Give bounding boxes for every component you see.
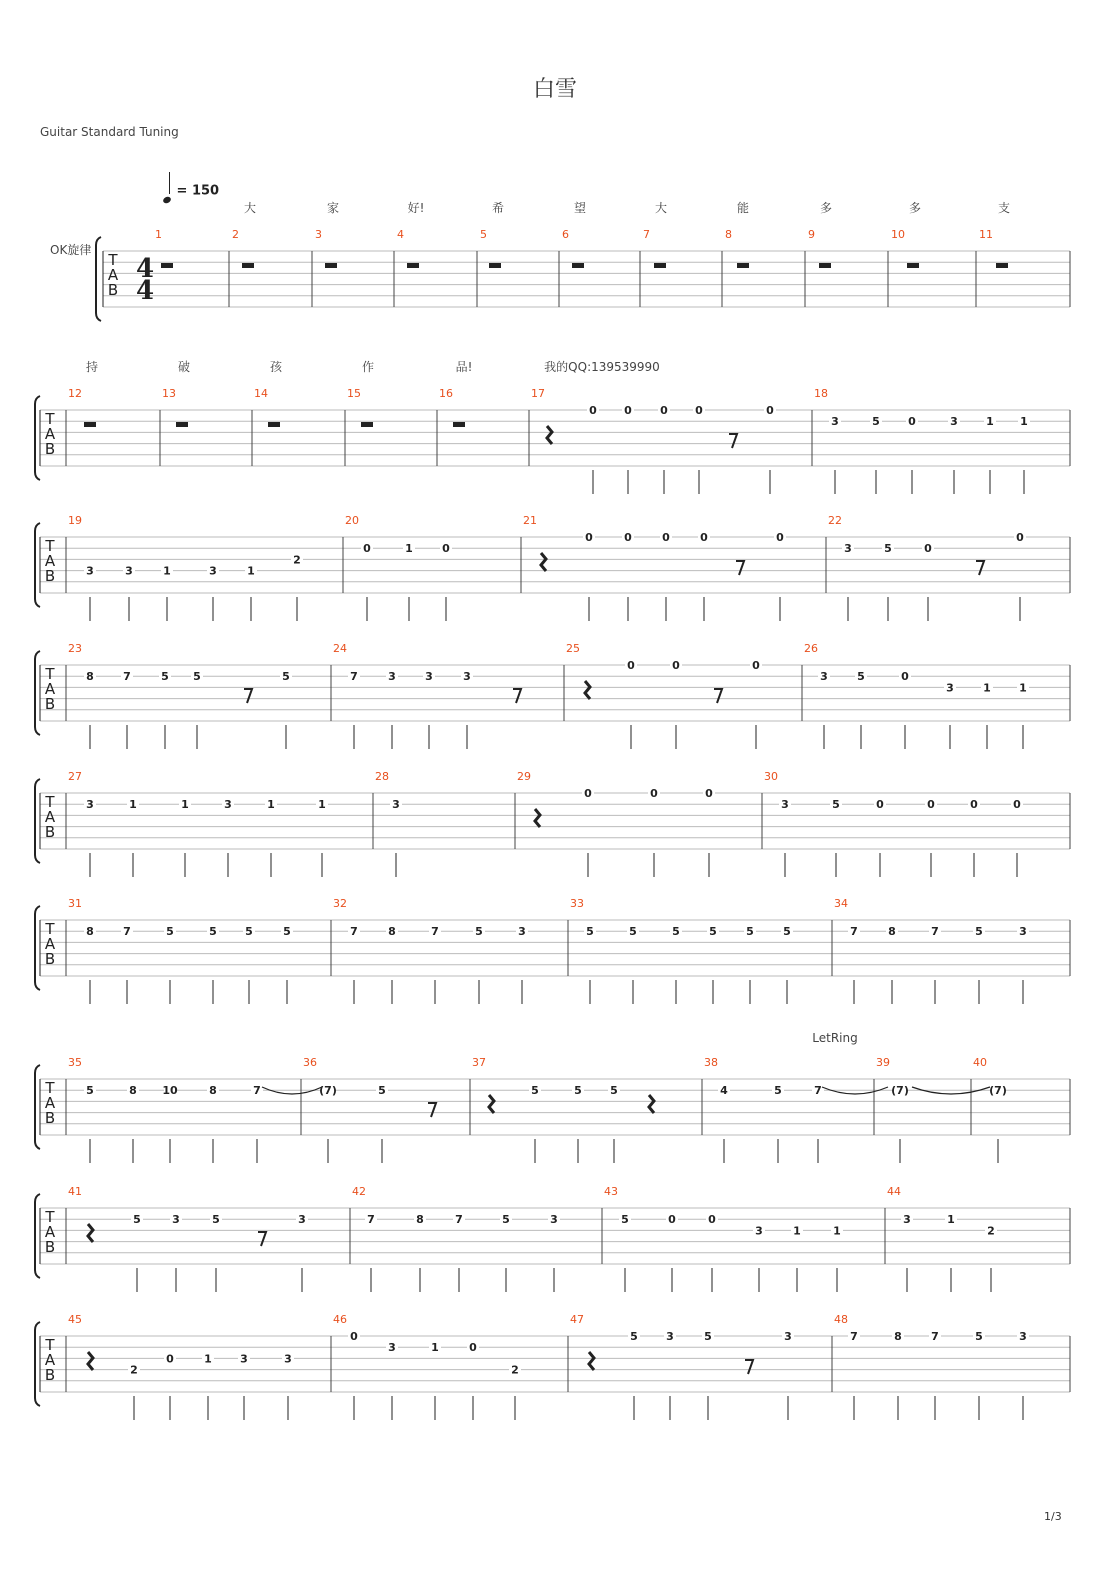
fret-number: 1 — [247, 564, 255, 578]
fret-number: 0 — [924, 542, 932, 556]
fret-number: 5 — [774, 1084, 782, 1098]
system-bracket — [96, 237, 101, 321]
measure-number: 38 — [704, 1056, 718, 1069]
measure-number: 26 — [804, 642, 818, 655]
whole-rest-icon — [572, 263, 584, 268]
tab-clef-letter: T — [45, 1336, 55, 1354]
fret-number: 3 — [392, 798, 400, 812]
fret-number: 5 — [574, 1084, 582, 1098]
fret-number: 3 — [666, 1330, 674, 1343]
quarter-rest-icon — [547, 426, 552, 444]
fret-number: 3 — [903, 1213, 911, 1227]
fret-number: 1 — [163, 564, 171, 578]
fret-number: 3 — [86, 798, 94, 812]
fret-number: 3 — [388, 1341, 396, 1355]
measure-number: 12 — [68, 387, 82, 400]
fret-number: 3 — [284, 1352, 292, 1366]
fret-number: 8 — [416, 1213, 424, 1227]
tempo-value: = 150 — [176, 183, 220, 199]
fret-number: 0 — [650, 787, 658, 800]
fret-number: 5 — [133, 1213, 141, 1227]
fret-number: 0 — [442, 542, 450, 556]
fret-number: 8 — [388, 925, 396, 939]
fret-number: 0 — [927, 798, 935, 812]
fret-number: 5 — [212, 1213, 220, 1227]
quarter-rest-icon — [88, 1224, 93, 1242]
tab-clef-letter: A — [107, 266, 119, 284]
fret-number: 5 — [531, 1084, 539, 1098]
fret-number: 0 — [1013, 798, 1021, 812]
fret-number: 3 — [224, 798, 232, 812]
fret-number: 7 — [931, 1330, 939, 1343]
tab-clef-letter: A — [44, 1351, 56, 1369]
eighth-rest-icon — [258, 1232, 266, 1246]
fret-number: 0 — [776, 531, 784, 544]
tab-clef-letter: B — [44, 695, 56, 713]
quarter-rest-icon — [585, 681, 590, 699]
quarter-rest-icon — [489, 1095, 494, 1113]
whole-rest-icon — [907, 263, 919, 268]
tab-clef-letter: A — [44, 1223, 56, 1241]
fret-number: 1 — [318, 798, 326, 812]
fret-number: 8 — [888, 925, 896, 939]
tab-clef-letter: T — [45, 410, 55, 428]
fret-number: 3 — [240, 1352, 248, 1366]
fret-number: 3 — [755, 1224, 763, 1238]
system-bracket — [35, 1322, 40, 1406]
fret-number: 2 — [511, 1363, 519, 1377]
measure-number: 37 — [472, 1056, 486, 1069]
measure-number: 22 — [828, 514, 842, 527]
measure-number: 15 — [347, 387, 361, 400]
measure-number: 45 — [68, 1313, 82, 1326]
fret-number: 0 — [350, 1330, 358, 1343]
measure-number: 20 — [345, 514, 359, 527]
fret-number: 0 — [700, 531, 708, 544]
lyric-syllable: 我的QQ:139539990 — [544, 360, 660, 374]
fret-number: 5 — [872, 415, 880, 429]
tab-clef-letter: B — [44, 1238, 56, 1256]
tab-clef-letter: B — [44, 1109, 56, 1127]
fret-number: 3 — [946, 681, 954, 695]
measure-number: 4 — [397, 228, 404, 241]
lyric-syllable: 多 — [908, 201, 922, 215]
lyric-syllable: 能 — [736, 201, 750, 215]
measure-number: 18 — [814, 387, 828, 400]
tab-clef-letter: A — [44, 1094, 56, 1112]
fret-number: 0 — [901, 670, 909, 684]
lyric-syllable: 家 — [326, 201, 340, 215]
fret-number: 4 — [720, 1084, 728, 1098]
fret-number: (7) — [319, 1084, 337, 1098]
system-bracket — [35, 651, 40, 735]
fret-number: 1 — [947, 1213, 955, 1227]
measure-number: 29 — [517, 770, 531, 783]
fret-number: 5 — [282, 670, 290, 684]
fret-number: 2 — [130, 1363, 138, 1377]
fret-number: 5 — [832, 798, 840, 812]
whole-rest-icon — [654, 263, 666, 268]
fret-number: 8 — [894, 1330, 902, 1343]
eighth-rest-icon — [714, 689, 722, 703]
time-signature-bottom: 4 — [135, 276, 155, 306]
fret-number: 0 — [624, 531, 632, 544]
measure-number: 11 — [979, 228, 993, 241]
measure-number: 1 — [155, 228, 162, 241]
fret-number: 3 — [425, 670, 433, 684]
fret-number: 0 — [662, 531, 670, 544]
measure-number: 48 — [834, 1313, 848, 1326]
measure-number: 16 — [439, 387, 453, 400]
system-bracket — [35, 906, 40, 990]
measure-number: 24 — [333, 642, 347, 655]
fret-number: 3 — [550, 1213, 558, 1227]
fret-number: 7 — [455, 1213, 463, 1227]
fret-number: 7 — [431, 925, 439, 939]
whole-rest-icon — [161, 263, 173, 268]
tab-clef-letter: B — [107, 281, 119, 299]
fret-number: 5 — [857, 670, 865, 684]
fret-number: 0 — [970, 798, 978, 812]
tab-clef-letter: T — [45, 665, 55, 683]
fret-number: 0 — [166, 1352, 174, 1366]
song-title: 白雪 — [532, 77, 577, 102]
fret-number: 1 — [833, 1224, 841, 1238]
whole-rest-icon — [176, 422, 188, 427]
tab-clef-letter: B — [44, 440, 56, 458]
measure-number: 6 — [562, 228, 569, 241]
fret-number: 1 — [431, 1341, 439, 1355]
whole-rest-icon — [489, 263, 501, 268]
measure-number: 46 — [333, 1313, 347, 1326]
fret-number: 3 — [298, 1213, 306, 1227]
system-bracket — [35, 1194, 40, 1278]
fret-number: 0 — [469, 1341, 477, 1355]
fret-number: 7 — [367, 1213, 375, 1227]
quarter-rest-icon — [88, 1352, 93, 1370]
quarter-rest-icon — [649, 1095, 654, 1113]
fret-number: 0 — [752, 659, 760, 672]
tab-clef-letter: B — [44, 823, 56, 841]
lyric-syllable: 大 — [243, 201, 257, 215]
fret-number: 7 — [123, 670, 131, 684]
fret-number: 0 — [695, 404, 703, 417]
measure-number: 28 — [375, 770, 389, 783]
tab-clef-letter: A — [44, 808, 56, 826]
fret-number: 0 — [705, 787, 713, 800]
fret-number: 3 — [831, 415, 839, 429]
fret-number: 5 — [975, 1330, 983, 1343]
fret-number: 3 — [844, 542, 852, 556]
eighth-rest-icon — [736, 561, 744, 575]
lyric-syllable: 品! — [455, 360, 473, 374]
tab-clef-letter: T — [45, 793, 55, 811]
fret-number: 5 — [502, 1213, 510, 1227]
tab-clef-letter: T — [45, 537, 55, 555]
measure-number: 27 — [68, 770, 82, 783]
whole-rest-icon — [84, 422, 96, 427]
fret-number: 3 — [86, 564, 94, 578]
lyric-syllable: 好! — [407, 201, 425, 215]
fret-number: 5 — [86, 1084, 94, 1098]
fret-number: 5 — [378, 1084, 386, 1098]
tuning-label: Guitar Standard Tuning — [40, 125, 179, 139]
measure-number: 35 — [68, 1056, 82, 1069]
measure-number: 2 — [232, 228, 239, 241]
fret-number: 0 — [589, 404, 597, 417]
fret-number: 5 — [621, 1213, 629, 1227]
fret-number: 3 — [388, 670, 396, 684]
measure-number: 36 — [303, 1056, 317, 1069]
whole-rest-icon — [819, 263, 831, 268]
fret-number: 0 — [584, 787, 592, 800]
eighth-rest-icon — [729, 434, 737, 448]
lyric-syllable: 孩 — [269, 360, 283, 374]
eighth-rest-icon — [745, 1360, 753, 1374]
fret-number: 0 — [627, 659, 635, 672]
measure-number: 3 — [315, 228, 322, 241]
whole-rest-icon — [361, 422, 373, 427]
tab-clef-letter: T — [45, 1079, 55, 1097]
fret-number: 1 — [1019, 681, 1027, 695]
fret-number: 5 — [672, 925, 680, 939]
quarter-rest-icon — [535, 809, 540, 827]
measure-number: 32 — [333, 897, 347, 910]
fret-number: 5 — [166, 925, 174, 939]
measure-number: 5 — [480, 228, 487, 241]
fret-number: 7 — [850, 925, 858, 939]
fret-number: 5 — [975, 925, 983, 939]
fret-number: 3 — [1019, 925, 1027, 939]
measure-number: 8 — [725, 228, 732, 241]
let-ring-annotation: LetRing — [812, 1031, 858, 1045]
eighth-rest-icon — [244, 689, 252, 703]
fret-number: 7 — [350, 925, 358, 939]
fret-number: 5 — [746, 925, 754, 939]
fret-number: 0 — [908, 415, 916, 429]
fret-number: 0 — [668, 1213, 676, 1227]
fret-number: 3 — [209, 564, 217, 578]
fret-number: 8 — [86, 925, 94, 939]
fret-number: 1 — [405, 542, 413, 556]
system-bracket — [35, 396, 40, 480]
fret-number: 5 — [630, 1330, 638, 1343]
lyric-syllable: 希 — [491, 201, 505, 215]
fret-number: 1 — [983, 681, 991, 695]
fret-number: 2 — [293, 553, 301, 567]
measure-number: 43 — [604, 1185, 618, 1198]
fret-number: 7 — [123, 925, 131, 939]
fret-number: 0 — [363, 542, 371, 556]
fret-number: 7 — [850, 1330, 858, 1343]
fret-number: 3 — [463, 670, 471, 684]
fret-number: 5 — [704, 1330, 712, 1343]
measure-number: 33 — [570, 897, 584, 910]
whole-rest-icon — [453, 422, 465, 427]
eighth-rest-icon — [428, 1103, 436, 1117]
fret-number: 7 — [253, 1084, 261, 1098]
tab-clef-letter: T — [108, 251, 118, 269]
measure-number: 40 — [973, 1056, 987, 1069]
tab-clef-letter: T — [45, 920, 55, 938]
quarter-rest-icon — [589, 1352, 594, 1370]
fret-number: 0 — [1016, 531, 1024, 544]
fret-number: 5 — [193, 670, 201, 684]
whole-rest-icon — [737, 263, 749, 268]
fret-number: 1 — [986, 415, 994, 429]
system-bracket — [35, 1065, 40, 1149]
fret-number: 0 — [876, 798, 884, 812]
fret-number: 3 — [518, 925, 526, 939]
measure-number: 9 — [808, 228, 815, 241]
fret-number: 1 — [204, 1352, 212, 1366]
lyric-syllable: 多 — [819, 201, 833, 215]
fret-number: 0 — [660, 404, 668, 417]
fret-number: 1 — [129, 798, 137, 812]
lyric-syllable: 持 — [85, 360, 99, 374]
fret-number: 8 — [129, 1084, 137, 1098]
measure-number: 7 — [643, 228, 650, 241]
measure-number: 34 — [834, 897, 848, 910]
measure-number: 23 — [68, 642, 82, 655]
page-number: 1/3 — [1044, 1510, 1062, 1523]
fret-number: (7) — [891, 1084, 909, 1098]
lyric-syllable: 破 — [177, 360, 191, 374]
eighth-rest-icon — [976, 561, 984, 575]
fret-number: (7) — [989, 1084, 1007, 1098]
measure-number: 25 — [566, 642, 580, 655]
measure-number: 14 — [254, 387, 268, 400]
fret-number: 5 — [283, 925, 291, 939]
fret-number: 0 — [766, 404, 774, 417]
tab-clef-letter: A — [44, 680, 56, 698]
whole-rest-icon — [325, 263, 337, 268]
measure-number: 47 — [570, 1313, 584, 1326]
fret-number: 3 — [125, 564, 133, 578]
fret-number: 3 — [1019, 1330, 1027, 1343]
measure-number: 17 — [531, 387, 545, 400]
whole-rest-icon — [242, 263, 254, 268]
tab-clef-letter: B — [44, 1366, 56, 1384]
fret-number: 7 — [350, 670, 358, 684]
fret-number: 1 — [793, 1224, 801, 1238]
lyric-syllable: 作 — [361, 360, 375, 374]
fret-number: 5 — [475, 925, 483, 939]
measure-number: 42 — [352, 1185, 366, 1198]
eighth-rest-icon — [513, 689, 521, 703]
fret-number: 0 — [624, 404, 632, 417]
fret-number: 5 — [161, 670, 169, 684]
measure-number: 30 — [764, 770, 778, 783]
measure-number: 44 — [887, 1185, 901, 1198]
tab-clef-letter: A — [44, 425, 56, 443]
fret-number: 0 — [585, 531, 593, 544]
fret-number: 5 — [629, 925, 637, 939]
lyric-syllable: 望 — [573, 201, 587, 215]
tab-clef-letter: A — [44, 935, 56, 953]
fret-number: 5 — [610, 1084, 618, 1098]
tab-clef-letter: T — [45, 1208, 55, 1226]
measure-number: 41 — [68, 1185, 82, 1198]
fret-number: 3 — [172, 1213, 180, 1227]
fret-number: 5 — [586, 925, 594, 939]
whole-rest-icon — [407, 263, 419, 268]
fret-number: 8 — [86, 670, 94, 684]
fret-number: 0 — [708, 1213, 716, 1227]
measure-number: 39 — [876, 1056, 890, 1069]
system-bracket — [35, 523, 40, 607]
fret-number: 7 — [931, 925, 939, 939]
tab-clef-letter: B — [44, 950, 56, 968]
fret-number: 1 — [181, 798, 189, 812]
lyric-syllable: 大 — [654, 201, 668, 215]
fret-number: 10 — [162, 1084, 178, 1098]
fret-number: 7 — [814, 1084, 822, 1098]
lyric-syllable: 支 — [997, 201, 1011, 215]
fret-number: 0 — [672, 659, 680, 672]
measure-number: 10 — [891, 228, 905, 241]
whole-rest-icon — [996, 263, 1008, 268]
measure-number: 13 — [162, 387, 176, 400]
tab-clef-letter: B — [44, 567, 56, 585]
fret-number: 5 — [783, 925, 791, 939]
fret-number: 5 — [709, 925, 717, 939]
track-name: OK旋律 — [50, 243, 92, 257]
fret-number: 1 — [267, 798, 275, 812]
fret-number: 3 — [820, 670, 828, 684]
fret-number: 5 — [884, 542, 892, 556]
time-signature-top: 4 — [135, 254, 155, 284]
fret-number: 8 — [209, 1084, 217, 1098]
whole-rest-icon — [268, 422, 280, 427]
quarter-rest-icon — [541, 553, 546, 571]
measure-number: 19 — [68, 514, 82, 527]
fret-number: 1 — [1020, 415, 1028, 429]
fret-number: 3 — [781, 798, 789, 812]
fret-number: 5 — [245, 925, 253, 939]
fret-number: 3 — [784, 1330, 792, 1343]
tab-clef-letter: A — [44, 552, 56, 570]
fret-number: 5 — [209, 925, 217, 939]
system-bracket — [35, 779, 40, 863]
measure-number: 31 — [68, 897, 82, 910]
measure-number: 21 — [523, 514, 537, 527]
fret-number: 3 — [950, 415, 958, 429]
fret-number: 2 — [987, 1224, 995, 1238]
